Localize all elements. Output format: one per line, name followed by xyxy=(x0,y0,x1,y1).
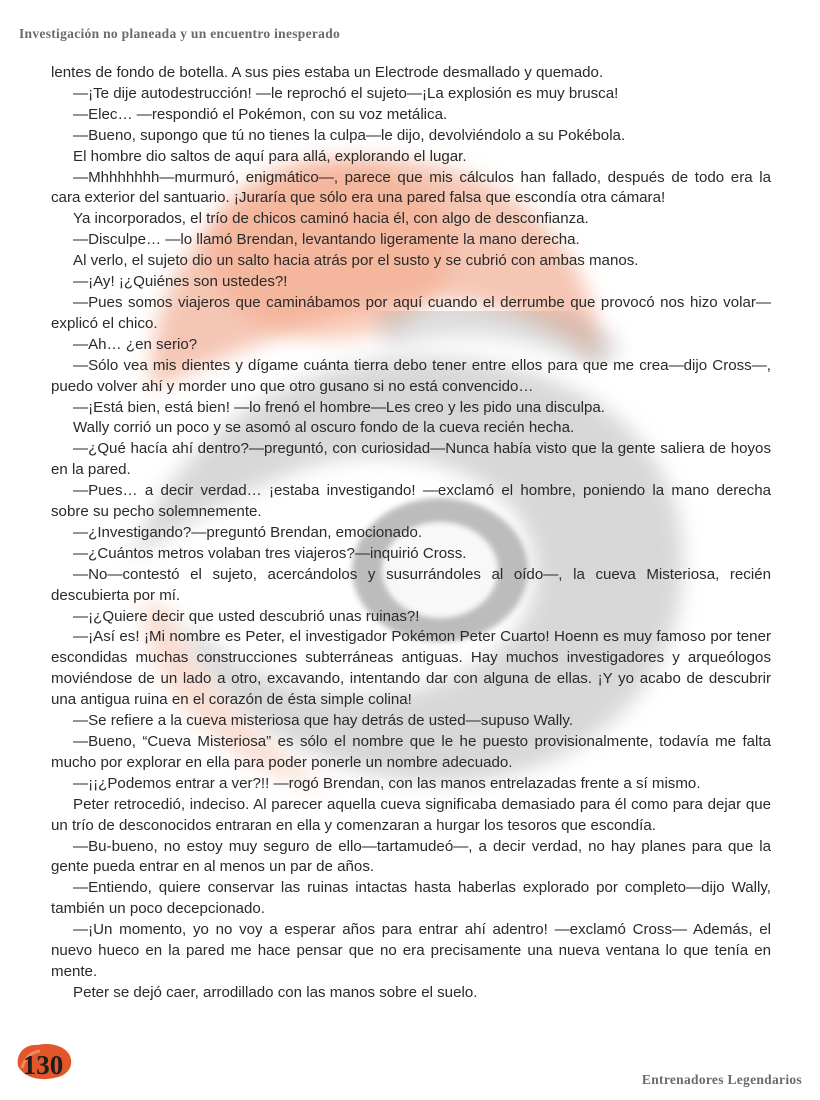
body-text xyxy=(51,63,771,1004)
footer-book-title: Entrenadores Legendarios xyxy=(641,1072,802,1087)
paragraph: Ya incorporados, el trío de chicos caminó hacia él, con algo de desconfianza. xyxy=(73,210,589,228)
paragraph: —Bueno, supongo que tú no tienes la culpa—le dijo, devolviéndolo a su Pokébola. xyxy=(73,126,626,144)
paragraph: Al verlo, el sujeto dio un salto hacia atrás por el susto y se cubrió con ambas manos. xyxy=(73,252,639,270)
paragraph: —Sólo vea mis dientes y dígame cuánta tierra debo tener entre ellos para que me crea—dijo Cross—, puedo volver ahí y morder uno que otro gusano si no está convencido… xyxy=(51,356,771,395)
paragraph: —Mhhhhhhh—murmuró, enigmático—, parece que mis cálculos han fallado, después de todo era la cara exterior del santuario. ¡Juraría que sólo era una pared falsa que escondía otra cámara! xyxy=(51,168,771,207)
paragraph: —Se refiere a la cueva misteriosa que hay detrás de usted—supuso Wally. xyxy=(73,712,574,730)
paragraph: —No—contestó el sujeto, acercándolos y susurrándoles al oído—, la cueva Misteriosa, recién descubierta por mí. xyxy=(51,565,771,604)
paragraph: —¡Está bien, está bien! —lo frenó el hombre—Les creo y les pido una disculpa. xyxy=(73,398,605,416)
paragraph: —¡¿Quiere decir que usted descubrió unas ruinas?! xyxy=(73,607,420,625)
paragraph: —¡¡¿Podemos entrar a ver?!! —rogó Brendan, con las manos entrelazadas frente a sí mismo. xyxy=(73,774,701,792)
paragraph: —¿Investigando?—preguntó Brendan, emocionado. xyxy=(73,523,423,541)
paragraph: —Bueno, “Cueva Misteriosa” es sólo el nombre que le he puesto provisionalmente, todavía me falta mucho por explorar en ella para poder ponerle un nombre adecuado. xyxy=(51,733,771,771)
paragraph: —¡Te dije autodestrucción! —le reprochó el sujeto—¡La explosión es muy brusca! xyxy=(73,84,619,102)
paragraph: —¡Un momento, yo no voy a esperar años para entrar ahí adentro! —exclamó Cross— Además, el nuevo hueco en la pared me hace pensar que no era precisamente una nueva ventana lo que tenía en mente. xyxy=(51,921,771,980)
paragraph: —Pues somos viajeros que caminábamos por aquí cuando el derrumbe que provocó nos hizo volar—explicó el chico. xyxy=(51,293,771,332)
paragraph: —Elec… —respondió el Pokémon, con su voz metálica. xyxy=(73,105,448,123)
paragraph: —¿Qué hacía ahí dentro?—preguntó, con curiosidad—Nunca había visto que la gente saliera de hoyos en la pared. xyxy=(51,440,771,479)
page-number: 130 xyxy=(22,1050,64,1080)
paragraph: —Bu-bueno, no estoy muy seguro de ello—tartamudeó—, a decir verdad, no hay planes para que la gente pueda entrar en al menos un par de años. xyxy=(51,837,771,876)
paragraph: —¿Cuántos metros volaban tres viajeros?—inquirió Cross. xyxy=(73,544,467,562)
paragraph: —Disculpe… —lo llamó Brendan, levantando ligeramente la mano derecha. xyxy=(73,231,580,249)
paragraph: —Ah… ¿en serio? xyxy=(73,335,198,353)
paragraph: Wally corrió un poco y se asomó al oscuro fondo de la cueva recién hecha. xyxy=(73,419,575,437)
running-head-title: Investigación no planeada y un encuentro inesperado xyxy=(19,26,341,41)
paragraph: —¡Ay! ¡¿Quiénes son ustedes?! xyxy=(73,273,288,291)
paragraph: —Pues… a decir verdad… ¡estaba investigando! —exclamó el hombre, poniendo la mano derecha sobre su pecho solemnemente. xyxy=(51,482,771,521)
paragraph: El hombre dio saltos de aquí para allá, explorando el lugar. xyxy=(73,147,467,165)
paragraph: —Entiendo, quiere conservar las ruinas intactas hasta haberlas explorado por completo—dijo Wally, también un poco decepcionado. xyxy=(51,879,771,918)
paragraph: Peter se dejó caer, arrodillado con las manos sobre el suelo. xyxy=(73,983,478,1001)
paragraph: Peter retrocedió, indeciso. Al parecer aquella cueva significaba demasiado para él como para dejar que un trío de desconocidos entraran en ella y comenzaran a hurgar los tesoros que escondía. xyxy=(51,795,771,834)
paragraph: —¡Así es! ¡Mi nombre es Peter, el investigador Pokémon Peter Cuarto! Hoenn es muy famoso por tener escondidas muchas construcciones subterráneas antiguas. Hay muchos investigadores y arqueólogos moviéndose de un lado a otro, excavando, intentando dar con alguna de ellas. ¡Y yo acabo de descubrir una antigua ruina en el corazón de ésta simple colina! xyxy=(51,628,771,709)
paragraph: lentes de fondo de botella. A sus pies estaba un Electrode desmallado y quemado. xyxy=(51,64,604,81)
